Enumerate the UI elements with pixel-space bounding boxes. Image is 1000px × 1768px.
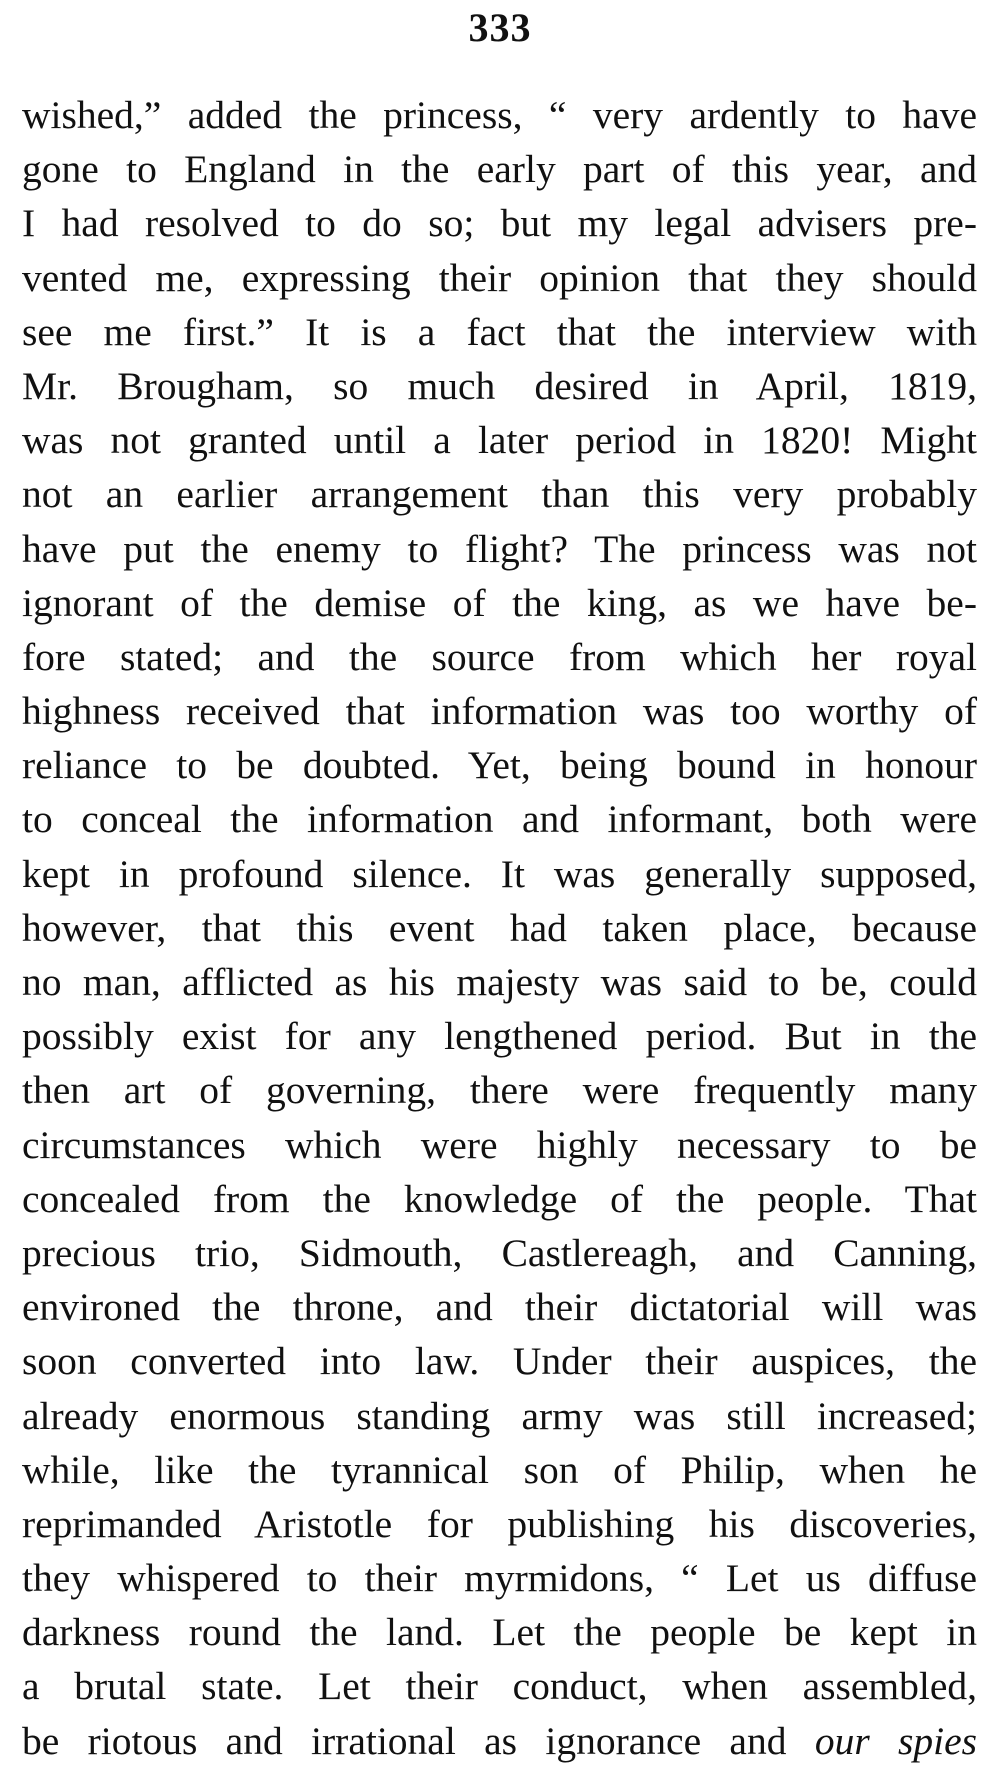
text-line: soon converted into law. Under their auspices, the bbox=[22, 1339, 977, 1384]
text-line: environed the throne, and their dictatorial will was bbox=[22, 1285, 977, 1330]
text-line: fore stated; and the source from which her royal bbox=[22, 634, 977, 679]
text-line: then art of governing, there were frequently many bbox=[22, 1068, 977, 1113]
text-line: I had resolved to do so; but my legal advisers pre- bbox=[22, 201, 977, 246]
text-line: gone to England in the early part of this year, and bbox=[22, 147, 977, 192]
text-line: darkness round the land. Let the people be kept in bbox=[22, 1610, 977, 1655]
text-line: highness received that information was too worthy of bbox=[22, 689, 977, 734]
text-line: see me first.” It is a fact that the interview with bbox=[22, 309, 977, 354]
text-line-last bbox=[22, 1714, 977, 1768]
text-line: was not granted until a later period in 1820! Might bbox=[22, 418, 977, 463]
text-line: no man, afflicted as his majesty was said to be, could bbox=[22, 960, 977, 1004]
last-line-text: be riotous and irrational as ignorance and bbox=[22, 1718, 787, 1763]
text-line: vented me, expressing their opinion that they should bbox=[22, 255, 977, 300]
italic-phrase: our spies bbox=[814, 1718, 978, 1763]
text-line: while, like the tyrannical son of Philip, when he bbox=[22, 1447, 977, 1492]
text-line: circumstances which were highly necessary to be bbox=[22, 1122, 977, 1167]
text-line: to conceal the information and informant, both were bbox=[22, 797, 977, 842]
text-line: already enormous standing army was still increased; bbox=[22, 1393, 977, 1438]
text-line: they whispered to their myrmidons, “ Let us diffuse bbox=[22, 1556, 977, 1601]
text-line: precious trio, Sidmouth, Castlereagh, and Canning, bbox=[22, 1230, 977, 1275]
text-line: a brutal state. Let their conduct, when assembled, bbox=[22, 1664, 977, 1709]
text-line: possibly exist for any lengthened period. But in the bbox=[22, 1014, 977, 1059]
text-line: not an earlier arrangement than this very probably bbox=[22, 472, 977, 517]
text-line: reliance to be doubted. Yet, being bound in honour bbox=[22, 743, 977, 788]
body-text bbox=[22, 88, 977, 1768]
text-line: have put the enemy to flight? The princess was not bbox=[22, 526, 977, 571]
text-line: kept in profound silence. It was generally supposed, bbox=[22, 851, 977, 896]
text-line: concealed from the knowledge of the people. That bbox=[22, 1176, 977, 1221]
text-line: wished,” added the princess, “ very ardently to have bbox=[22, 93, 977, 137]
text-line: ignorant of the demise of the king, as we have be- bbox=[22, 580, 977, 625]
text-line: reprimanded Aristotle for publishing his discoveries, bbox=[22, 1501, 977, 1546]
text-line: however, that this event had taken place, because bbox=[22, 905, 977, 950]
page-number: 333 bbox=[468, 5, 532, 50]
text-line: Mr. Brougham, so much desired in April, 1819, bbox=[22, 363, 977, 408]
